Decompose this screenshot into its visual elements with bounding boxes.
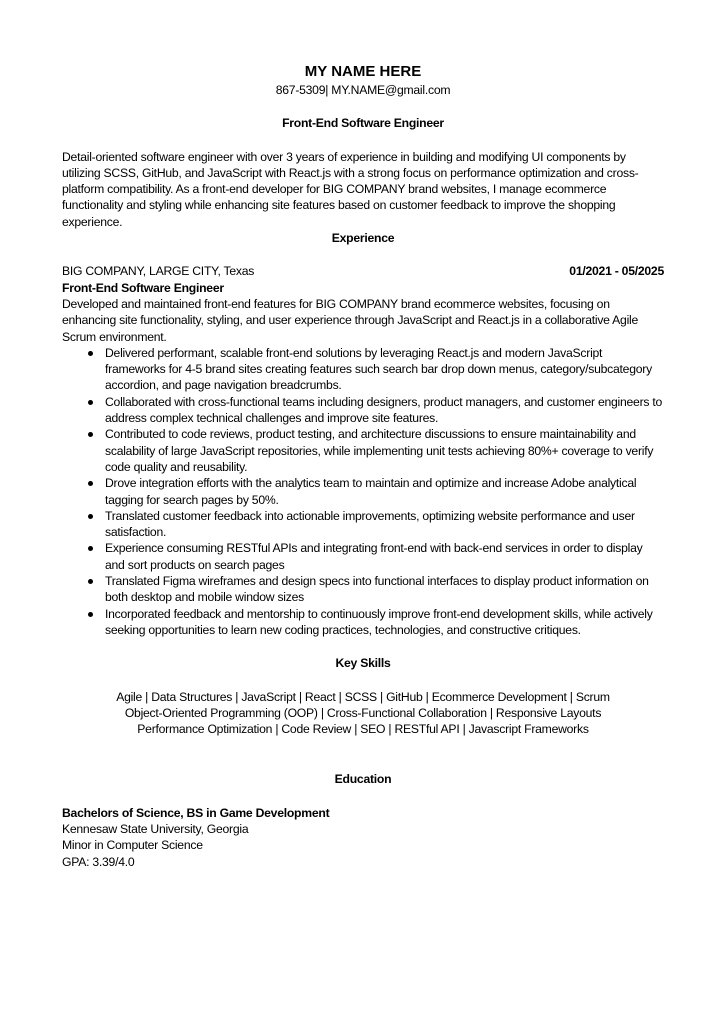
headline-title: Front-End Software Engineer — [282, 116, 444, 131]
job-description: Developed and maintained front-end features for BIG COMPANY brand ecommerce websites, focusing on enhancing site functionality, styling, and user experience through JavaScript and React.js in a collaborative Agile Scrum environment. — [62, 296, 639, 344]
summary: Detail-oriented software engineer with over 3 years of experience in building and modifying UI components by utilizing SCSS, GitHub, and JavaScript with React.js with a strong focus on performance optimization and cross-platform compatibility. As a front-end developer for BIG COMPANY brand websites, I manage ecommerce functionality and styling while enhancing site features based on customer feedback to improve the shopping experience. — [62, 149, 639, 229]
bullet-item: Contributed to code reviews, product testing, and architecture discussions to ensure maintainability and scalability of large JavaScript repositories, while implementing unit tests achieving 80%+ coverage to verify code quality and reusability. — [105, 426, 664, 475]
bullet-item: Experience consuming RESTful APIs and integrating front-end with back-end services in order to display and sort products on search pages — [105, 540, 664, 573]
bullet-item: Translated customer feedback into actionable improvements, optimizing website performance and user satisfaction. — [105, 508, 664, 541]
job-header — [62, 263, 664, 279]
minor: Minor in Computer Science — [62, 838, 203, 853]
job-bullets — [62, 345, 664, 638]
skills-line: Object-Oriented Programming (OOP) | Cross-Functional Collaboration | Responsive Layouts — [124, 705, 602, 720]
bullet-item: Delivered performant, scalable front-end solutions by leveraging React.js and modern JavaScript frameworks for 4-5 brand sites creating features such search bar drop down menus, category/subcategory accordion, and page navigation breadcrumbs. — [105, 345, 664, 394]
bullet-item: Translated Figma wireframes and design specs into functional interfaces to display product information on both desktop and mobile window sizes — [105, 573, 664, 606]
skills-heading: Key Skills — [335, 656, 391, 671]
gpa: GPA: 3.39/4.0 — [62, 854, 135, 869]
skills-line: Performance Optimization | Code Review | SEO | RESTful API | Javascript Frameworks — [137, 722, 589, 737]
degree: Bachelors of Science, BS in Game Development — [62, 805, 330, 820]
candidate-name: MY NAME HERE — [304, 63, 422, 80]
job-role: Front-End Software Engineer — [62, 280, 224, 295]
experience-heading: Experience — [331, 231, 395, 246]
job-dates: 01/2021 - 05/2025 — [569, 264, 664, 279]
contact-info: 867-5309| MY.NAME@gmail.com — [275, 83, 451, 97]
bullet-item: Collaborated with cross-functional teams including designers, product managers, and customer engineers to address complex technical challenges and improve site features. — [105, 394, 663, 426]
education-heading: Education — [334, 772, 392, 787]
skills-line: Agile | Data Structures | JavaScript | React | SCSS | GitHub | Ecommerce Development | Scrum — [116, 689, 610, 704]
bullet-item: Incorporated feedback and mentorship to continuously improve front-end development skills, while actively seeking opportunities to learn new coding practices, technologies, and constructive critiques. — [105, 606, 664, 639]
school: Kennesaw State University, Georgia — [62, 821, 249, 836]
bullet-item: Drove integration efforts with the analytics team to maintain and optimize and increase Adobe analytical tagging for search pages by 50%. — [105, 475, 664, 508]
company: BIG COMPANY, LARGE CITY, Texas — [62, 264, 255, 279]
resume-page — [62, 62, 664, 870]
